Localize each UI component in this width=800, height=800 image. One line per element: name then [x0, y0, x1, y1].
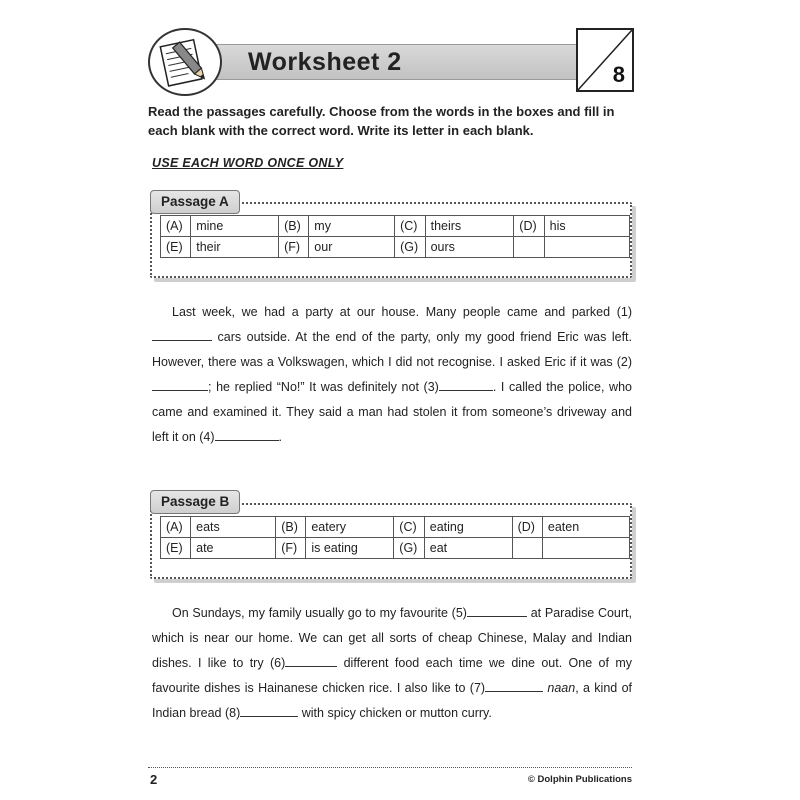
- word-letter: (D): [512, 517, 542, 538]
- passage-text: with spicy chicken or mutton curry.: [298, 706, 492, 720]
- copyright-text: © Dolphin Publications: [527, 774, 632, 785]
- word-option: my: [309, 216, 395, 237]
- passage-text: at Paradise Court, which is near our home. We can get all sorts of cheap Chinese, Malay and Indian dishes. I like to try: [152, 606, 632, 670]
- answer-blank-3[interactable]: [439, 380, 493, 391]
- word-letter: (B): [279, 216, 309, 237]
- passage-a-label: Passage A: [150, 190, 240, 214]
- worksheet-title: Worksheet 2: [248, 48, 402, 76]
- word-option: [544, 237, 629, 258]
- word-letter: (C): [394, 517, 424, 538]
- word-option: eaten: [542, 517, 629, 538]
- blank-number: (1): [616, 305, 632, 319]
- word-option: [542, 538, 629, 559]
- passage-a-text: [152, 300, 632, 450]
- word-option: his: [544, 216, 629, 237]
- word-letter: (E): [161, 538, 191, 559]
- blank-number: (3): [423, 380, 439, 394]
- answer-blank-4[interactable]: [215, 430, 279, 441]
- passage-text: Last week, we had a party at our house. Many people came and parked: [172, 305, 617, 319]
- blank-number: (7): [469, 681, 486, 695]
- word-option: our: [309, 237, 395, 258]
- word-option: eats: [191, 517, 276, 538]
- word-option: ours: [425, 237, 514, 258]
- word-option: ate: [191, 538, 276, 559]
- word-letter: (F): [279, 237, 309, 258]
- passage-text: , a kind of Indian bread: [152, 681, 632, 720]
- passage-text: . I called the police, who came and examined it. They said a man had stolen it from someone’s driveway and left it on: [152, 380, 632, 444]
- blank-number: (5): [451, 606, 467, 620]
- word-letter: (G): [395, 237, 426, 258]
- table-row: [161, 216, 630, 237]
- word-letter: (C): [395, 216, 426, 237]
- italic-word: naan: [547, 681, 576, 695]
- word-option: their: [191, 237, 279, 258]
- page-number: 2: [150, 772, 158, 787]
- word-letter: (A): [161, 517, 191, 538]
- worksheet-number: 8: [612, 62, 625, 87]
- worksheet-header: [148, 26, 634, 94]
- passage-text: cars outside. At the end of the party, only my good friend Eric was left. However, there was a Volkswagen, which I did not recognise. I asked Eric if it was: [152, 330, 632, 369]
- word-letter: [514, 237, 544, 258]
- blank-number: (4): [199, 430, 215, 444]
- blank-number: (8): [224, 706, 241, 720]
- word-option: eating: [424, 517, 512, 538]
- footer-divider: [148, 767, 632, 768]
- answer-blank-2[interactable]: [152, 380, 208, 391]
- use-each-note: USE EACH WORD ONCE ONLY: [152, 156, 344, 170]
- word-option: eat: [424, 538, 512, 559]
- table-row: [161, 538, 630, 559]
- passage-text: ; he replied “No!” It was definitely not: [208, 380, 424, 394]
- word-letter: (D): [514, 216, 544, 237]
- answer-blank-6[interactable]: [285, 656, 337, 667]
- passage-text: different food each time we dine out. One of my favourite dishes is Hainanese chicken rice. I also like to: [152, 656, 632, 695]
- word-option: is eating: [306, 538, 394, 559]
- passage-a-word-table: [160, 215, 630, 258]
- word-option: theirs: [425, 216, 514, 237]
- word-option: mine: [191, 216, 279, 237]
- blank-number: (2): [616, 355, 632, 369]
- word-letter: (E): [161, 237, 191, 258]
- word-letter: (A): [161, 216, 191, 237]
- passage-b-label: Passage B: [150, 490, 240, 514]
- answer-blank-1[interactable]: [152, 330, 212, 341]
- worksheet-number-box: [576, 28, 634, 92]
- blank-number: (6): [269, 656, 286, 670]
- table-row: [161, 517, 630, 538]
- passage-text: .: [278, 430, 283, 444]
- answer-blank-8[interactable]: [240, 706, 298, 717]
- instructions: Read the passages carefully. Choose from the words in the boxes and fill in each blank with the correct word. Write its letter in each blank.: [148, 104, 615, 138]
- table-row: [161, 237, 630, 258]
- word-letter: (F): [276, 538, 306, 559]
- passage-b-text: [152, 601, 632, 726]
- passage-text: On Sundays, my family usually go to my favourite: [172, 606, 452, 620]
- answer-blank-7[interactable]: [485, 681, 543, 692]
- word-letter: (B): [276, 517, 306, 538]
- word-letter: (G): [394, 538, 424, 559]
- passage-b-word-table: [160, 516, 630, 559]
- answer-blank-5[interactable]: [467, 606, 527, 617]
- pencil-paper-icon: [148, 28, 222, 96]
- word-letter: [512, 538, 542, 559]
- passage-b-word-box: [150, 503, 632, 579]
- word-option: eatery: [306, 517, 394, 538]
